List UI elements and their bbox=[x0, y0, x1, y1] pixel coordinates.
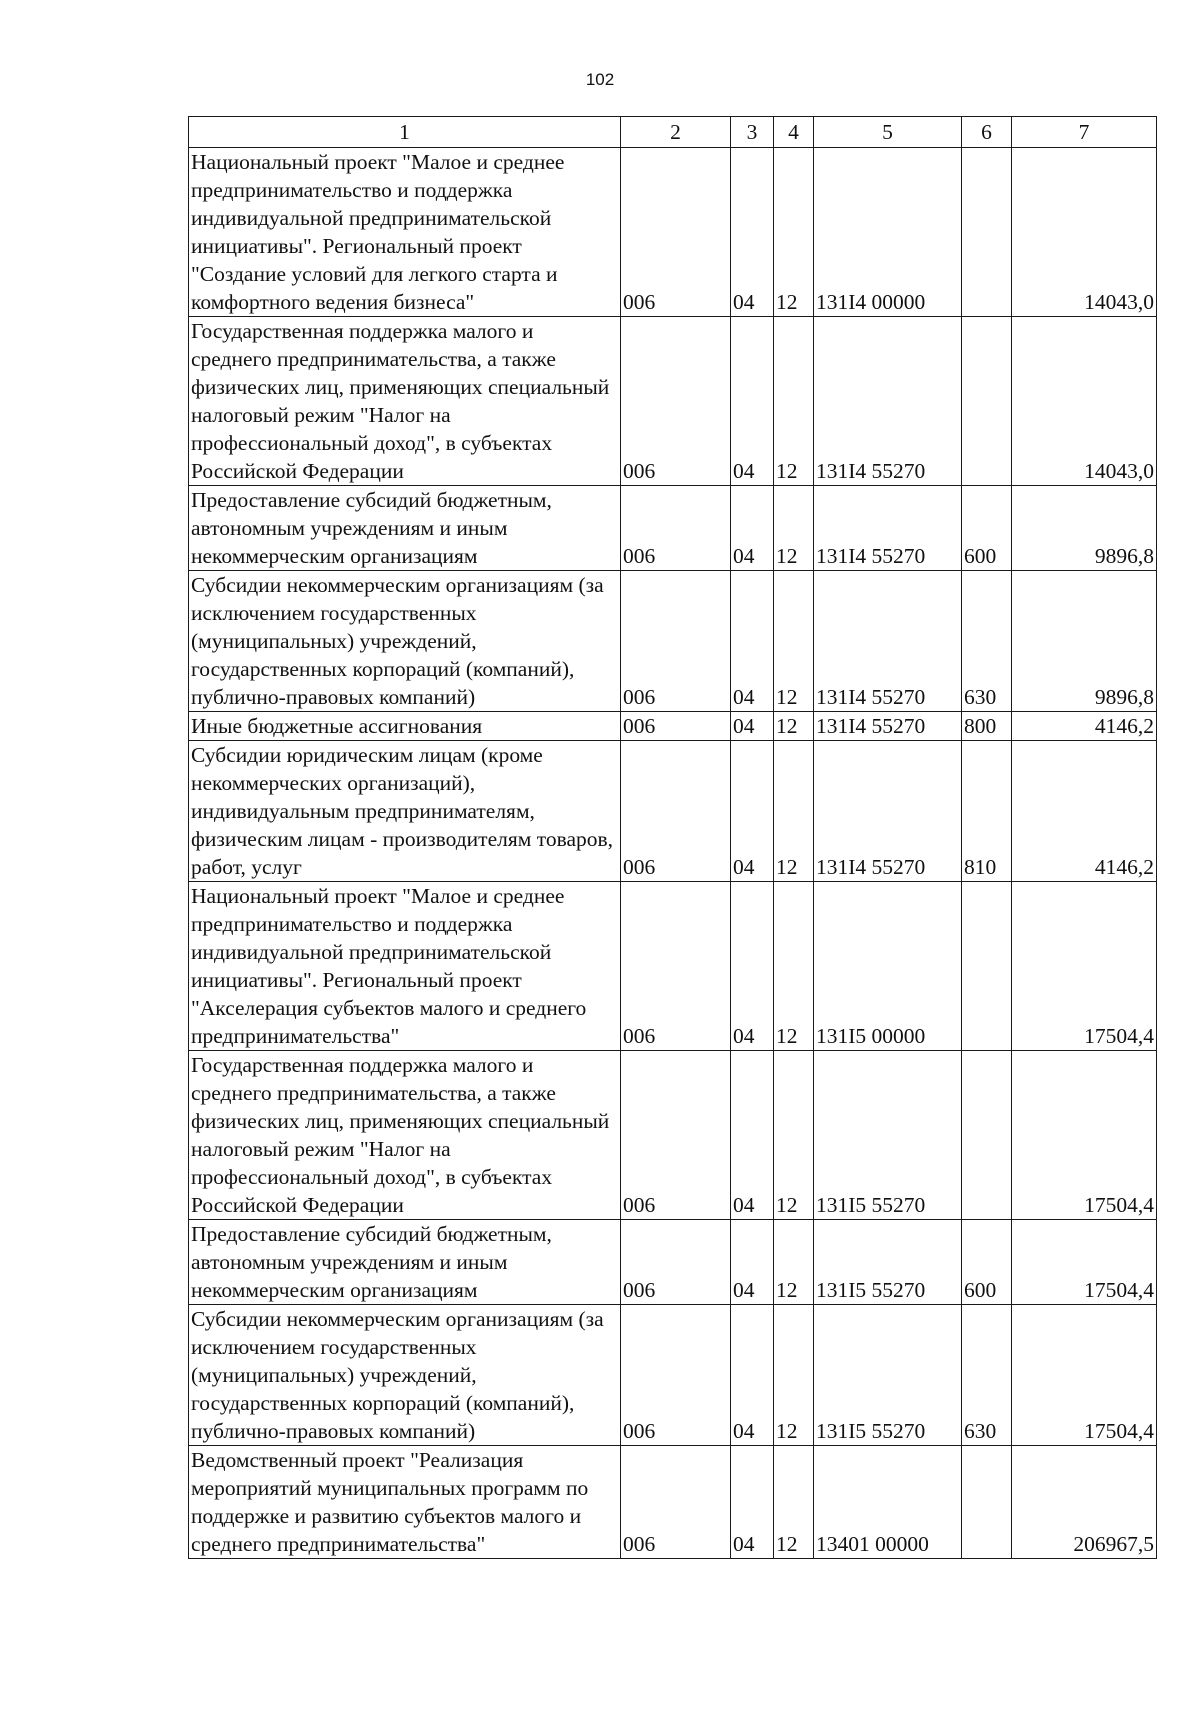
row-amount: 9896,8 bbox=[1012, 486, 1157, 571]
row-section-code: 04 bbox=[731, 1305, 774, 1446]
row-amount: 4146,2 bbox=[1012, 741, 1157, 882]
row-description: Ведомственный проект "Реализация мероприятий муниципальных программ по поддержке и развитию субъектов малого и среднего предпринимательства" bbox=[189, 1446, 621, 1559]
row-section-code: 04 bbox=[731, 1446, 774, 1559]
header-col-5: 5 bbox=[814, 117, 962, 148]
row-target-article: 131I5 55270 bbox=[814, 1220, 962, 1305]
row-description: Субсидии некоммерческим организациям (за исключением государственных (муниципальных) учреждений, государственных корпораций (компаний), публично-правовых компаний) bbox=[189, 571, 621, 712]
table-row bbox=[189, 1220, 1157, 1305]
row-target-article: 131I4 55270 bbox=[814, 317, 962, 486]
row-subsection-code: 12 bbox=[774, 1051, 814, 1220]
row-amount: 14043,0 bbox=[1012, 148, 1157, 317]
row-subsection-code: 12 bbox=[774, 1446, 814, 1559]
row-amount: 9896,8 bbox=[1012, 571, 1157, 712]
row-subsection-code: 12 bbox=[774, 148, 814, 317]
table-row bbox=[189, 148, 1157, 317]
row-subsection-code: 12 bbox=[774, 882, 814, 1051]
row-target-article: 131I4 55270 bbox=[814, 486, 962, 571]
row-amount: 4146,2 bbox=[1012, 712, 1157, 741]
row-target-article: 131I5 55270 bbox=[814, 1305, 962, 1446]
header-col-4: 4 bbox=[774, 117, 814, 148]
row-expense-type bbox=[962, 1051, 1012, 1220]
row-ministry-code: 006 bbox=[621, 571, 731, 712]
row-ministry-code: 006 bbox=[621, 1051, 731, 1220]
row-target-article: 13401 00000 bbox=[814, 1446, 962, 1559]
table-row bbox=[189, 712, 1157, 741]
row-target-article: 131I4 55270 bbox=[814, 741, 962, 882]
row-section-code: 04 bbox=[731, 486, 774, 571]
row-description: Предоставление субсидий бюджетным, автономным учреждениям и иным некоммерческим организациям bbox=[189, 486, 621, 571]
header-col-3: 3 bbox=[731, 117, 774, 148]
row-subsection-code: 12 bbox=[774, 1220, 814, 1305]
row-target-article: 131I4 00000 bbox=[814, 148, 962, 317]
row-target-article: 131I4 55270 bbox=[814, 571, 962, 712]
row-description: Предоставление субсидий бюджетным, автономным учреждениям и иным некоммерческим организациям bbox=[189, 1220, 621, 1305]
row-description: Национальный проект "Малое и среднее предпринимательство и поддержка индивидуальной предпринимательской инициативы". Региональный проект "Создание условий для легкого старта и комфортного ведения бизнеса" bbox=[189, 148, 621, 317]
row-ministry-code: 006 bbox=[621, 712, 731, 741]
table-row bbox=[189, 882, 1157, 1051]
header-row bbox=[189, 117, 1157, 148]
row-ministry-code: 006 bbox=[621, 317, 731, 486]
header-col-7: 7 bbox=[1012, 117, 1157, 148]
header-col-6: 6 bbox=[962, 117, 1012, 148]
row-ministry-code: 006 bbox=[621, 1305, 731, 1446]
row-description: Иные бюджетные ассигнования bbox=[189, 712, 621, 741]
row-expense-type bbox=[962, 148, 1012, 317]
row-expense-type: 810 bbox=[962, 741, 1012, 882]
row-expense-type bbox=[962, 1446, 1012, 1559]
row-section-code: 04 bbox=[731, 712, 774, 741]
row-target-article: 131I5 55270 bbox=[814, 1051, 962, 1220]
row-description: Государственная поддержка малого и среднего предпринимательства, а также физических лиц, применяющих специальный налоговый режим "Налог на профессиональный доход", в субъектах Российской Федерации bbox=[189, 317, 621, 486]
table-row bbox=[189, 741, 1157, 882]
row-amount: 17504,4 bbox=[1012, 1220, 1157, 1305]
table-row bbox=[189, 1305, 1157, 1446]
row-expense-type: 600 bbox=[962, 486, 1012, 571]
row-target-article: 131I4 55270 bbox=[814, 712, 962, 741]
row-target-article: 131I5 00000 bbox=[814, 882, 962, 1051]
row-section-code: 04 bbox=[731, 1220, 774, 1305]
row-ministry-code: 006 bbox=[621, 1446, 731, 1559]
table-row bbox=[189, 486, 1157, 571]
row-amount: 17504,4 bbox=[1012, 1305, 1157, 1446]
row-subsection-code: 12 bbox=[774, 571, 814, 712]
row-expense-type: 800 bbox=[962, 712, 1012, 741]
row-amount: 206967,5 bbox=[1012, 1446, 1157, 1559]
row-description: Государственная поддержка малого и среднего предпринимательства, а также физических лиц, применяющих специальный налоговый режим "Налог на профессиональный доход", в субъектах Российской Федерации bbox=[189, 1051, 621, 1220]
row-description: Субсидии некоммерческим организациям (за исключением государственных (муниципальных) учреждений, государственных корпораций (компаний), публично-правовых компаний) bbox=[189, 1305, 621, 1446]
page-number: 102 bbox=[585, 70, 615, 89]
row-amount: 14043,0 bbox=[1012, 317, 1157, 486]
table-row bbox=[189, 571, 1157, 712]
row-ministry-code: 006 bbox=[621, 882, 731, 1051]
row-expense-type: 600 bbox=[962, 1220, 1012, 1305]
row-expense-type: 630 bbox=[962, 1305, 1012, 1446]
row-subsection-code: 12 bbox=[774, 741, 814, 882]
header-col-1: 1 bbox=[189, 117, 621, 148]
budget-table bbox=[188, 116, 1157, 1559]
row-subsection-code: 12 bbox=[774, 486, 814, 571]
row-amount: 17504,4 bbox=[1012, 1051, 1157, 1220]
row-amount: 17504,4 bbox=[1012, 882, 1157, 1051]
row-expense-type bbox=[962, 882, 1012, 1051]
row-ministry-code: 006 bbox=[621, 1220, 731, 1305]
row-subsection-code: 12 bbox=[774, 712, 814, 741]
table-row bbox=[189, 1446, 1157, 1559]
row-ministry-code: 006 bbox=[621, 486, 731, 571]
row-expense-type bbox=[962, 317, 1012, 486]
table-row bbox=[189, 1051, 1157, 1220]
table-row bbox=[189, 317, 1157, 486]
header-col-2: 2 bbox=[621, 117, 731, 148]
row-description: Субсидии юридическим лицам (кроме некоммерческих организаций), индивидуальным предпринимателям, физическим лицам - производителям товаров, работ, услуг bbox=[189, 741, 621, 882]
row-subsection-code: 12 bbox=[774, 317, 814, 486]
row-ministry-code: 006 bbox=[621, 148, 731, 317]
row-section-code: 04 bbox=[731, 882, 774, 1051]
row-expense-type: 630 bbox=[962, 571, 1012, 712]
row-ministry-code: 006 bbox=[621, 741, 731, 882]
row-description: Национальный проект "Малое и среднее предпринимательство и поддержка индивидуальной предпринимательской инициативы". Региональный проект "Акселерация субъектов малого и среднего предпринимательства" bbox=[189, 882, 621, 1051]
row-section-code: 04 bbox=[731, 571, 774, 712]
row-section-code: 04 bbox=[731, 148, 774, 317]
row-subsection-code: 12 bbox=[774, 1305, 814, 1446]
row-section-code: 04 bbox=[731, 741, 774, 882]
row-section-code: 04 bbox=[731, 317, 774, 486]
row-section-code: 04 bbox=[731, 1051, 774, 1220]
